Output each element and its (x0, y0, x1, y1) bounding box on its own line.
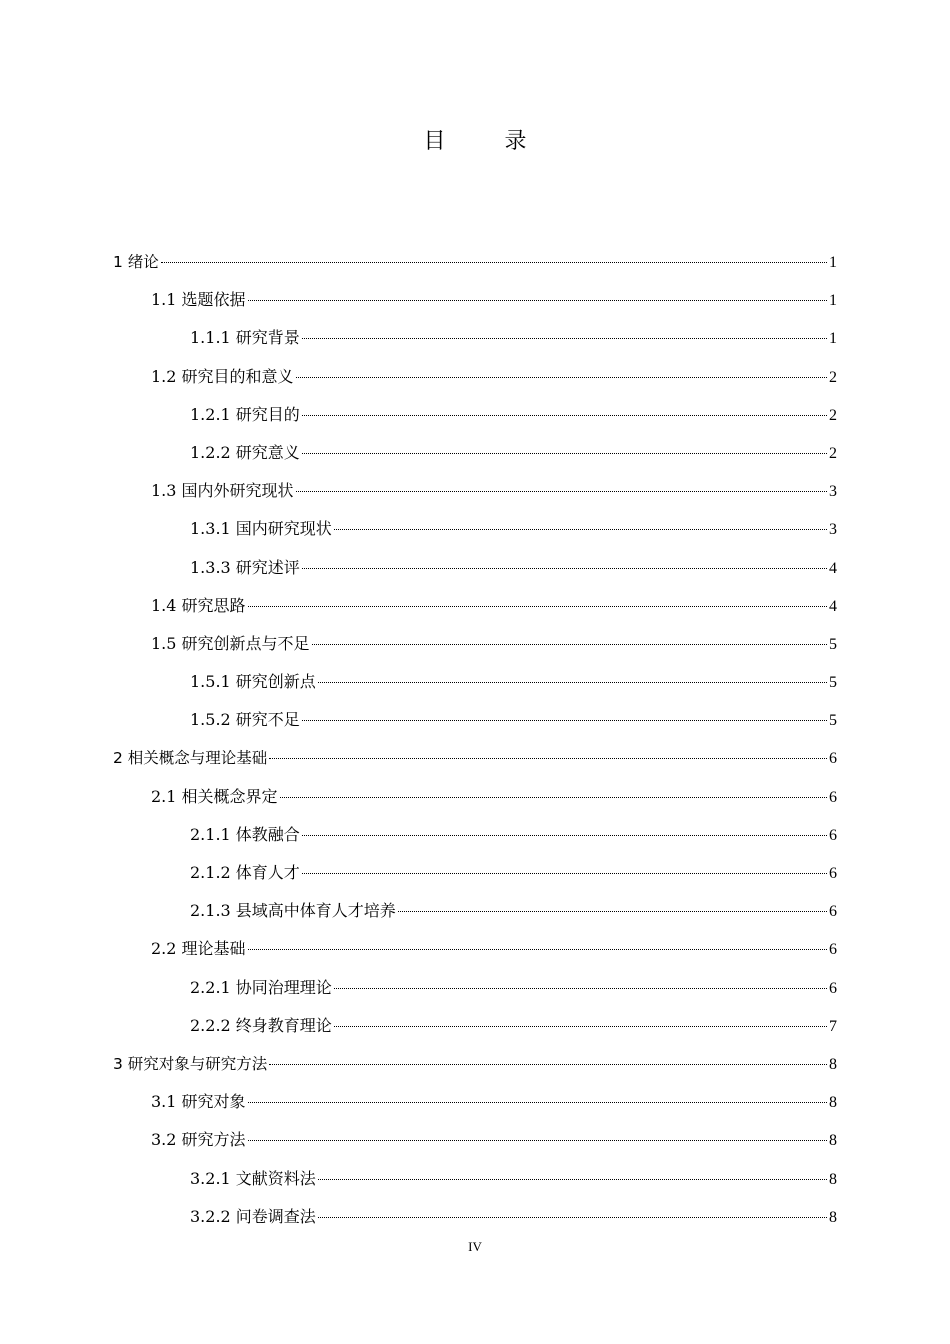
dot-leader (318, 1216, 827, 1218)
toc-entry[interactable] (113, 434, 837, 472)
dot-leader (296, 376, 827, 378)
toc-entry[interactable] (113, 549, 837, 587)
toc-entry-label: 1.5.1 研究创新点 (190, 672, 316, 692)
dot-leader (302, 719, 827, 721)
toc-entry-page-number: 8 (829, 1132, 837, 1150)
dot-leader (318, 1178, 827, 1180)
toc-entry-label: 2.2.1 协同治理理论 (190, 977, 332, 997)
toc-entry-label: 2 相关概念与理论基础 (113, 749, 268, 768)
toc-entry[interactable] (113, 930, 837, 968)
toc-entry[interactable] (113, 739, 837, 777)
dot-leader (302, 567, 827, 569)
toc-entry-page-number: 6 (829, 788, 837, 806)
toc-entry[interactable] (113, 1121, 837, 1159)
dot-leader (248, 1139, 827, 1141)
toc-entry-label: 1.5.2 研究不足 (190, 710, 300, 730)
toc-entry[interactable] (113, 1007, 837, 1045)
toc-entry-label: 2.1.1 体教融合 (190, 824, 300, 844)
toc-entry-page-number: 8 (829, 1094, 837, 1112)
toc-entry-label: 2.2.2 终身教育理论 (190, 1015, 332, 1035)
toc-entry-page-number: 2 (829, 444, 837, 462)
dot-leader (248, 299, 827, 301)
toc-entry-page-number: 1 (829, 254, 837, 271)
toc-entry[interactable] (113, 854, 837, 892)
dot-leader (269, 1063, 827, 1065)
toc-entry[interactable] (113, 396, 837, 434)
toc-entry-page-number: 6 (829, 750, 837, 768)
toc-entry[interactable] (113, 319, 837, 357)
toc-entry[interactable] (113, 969, 837, 1007)
toc-entry-label: 3 研究对象与研究方法 (113, 1054, 268, 1073)
dot-leader (269, 757, 827, 759)
toc-entry-label: 1.1 选题依据 (151, 290, 246, 310)
toc-entry-page-number: 3 (829, 521, 837, 539)
toc-entry-label: 1.1.1 研究背景 (190, 328, 300, 348)
toc-entry-page-number: 3 (829, 483, 837, 501)
toc-entry[interactable] (113, 778, 837, 816)
toc-entry-page-number: 6 (829, 903, 837, 921)
toc-entry-label: 1.2.1 研究目的 (190, 404, 300, 424)
toc-entry-label: 3.2.1 文献资料法 (190, 1168, 316, 1188)
toc-entry-page-number: 8 (829, 1055, 837, 1073)
toc-entry-label: 1.3.3 研究述评 (190, 557, 300, 577)
dot-leader (302, 834, 827, 836)
toc-entry-page-number: 4 (829, 597, 837, 615)
toc-entry-label: 2.1 相关概念界定 (151, 786, 278, 806)
toc-entry-page-number: 6 (829, 979, 837, 997)
toc-entry[interactable] (113, 587, 837, 625)
dot-leader (280, 796, 827, 798)
toc-entry[interactable] (113, 243, 837, 281)
toc-entry-page-number: 6 (829, 865, 837, 882)
toc-entry-label: 1 绪论 (113, 253, 159, 271)
dot-leader (302, 452, 827, 454)
dot-leader (334, 1025, 827, 1027)
toc-entry[interactable] (113, 1083, 837, 1121)
dot-leader (318, 681, 827, 683)
toc-entry[interactable] (113, 625, 837, 663)
toc-entry-page-number: 1 (829, 330, 837, 348)
toc-entry[interactable] (113, 663, 837, 701)
toc-entry-page-number: 4 (829, 559, 837, 577)
dot-leader (302, 337, 827, 339)
dot-leader (161, 261, 827, 263)
dot-leader (248, 948, 827, 950)
toc-entry[interactable] (113, 1198, 837, 1236)
toc-entry[interactable] (113, 510, 837, 548)
toc-entry-label: 3.2.2 问卷调查法 (190, 1206, 316, 1226)
toc-entry-page-number: 6 (829, 941, 837, 959)
page-title: 目 录 (423, 129, 553, 154)
toc-entry-label: 1.2 研究目的和意义 (151, 366, 294, 386)
toc-entry-label: 1.5 研究创新点与不足 (151, 633, 310, 653)
dot-leader (334, 987, 827, 989)
toc-entry-page-number: 2 (829, 406, 837, 424)
toc-entry-label: 1.3 国内外研究现状 (151, 481, 294, 501)
toc-entry-label: 1.2.2 研究意义 (190, 442, 300, 462)
toc-entry-page-number: 7 (829, 1017, 837, 1035)
dot-leader (398, 910, 827, 912)
page-number-footer: IV (468, 1239, 482, 1254)
toc-entry-page-number: 6 (829, 826, 837, 844)
toc-entry-page-number: 5 (829, 712, 837, 730)
toc-entry[interactable] (113, 1160, 837, 1198)
toc-entry[interactable] (113, 701, 837, 739)
toc-entry[interactable] (113, 1045, 837, 1083)
toc-entry-label: 3.1 研究对象 (151, 1092, 246, 1112)
toc-entry[interactable] (113, 816, 837, 854)
toc-entry-page-number: 5 (829, 674, 837, 692)
toc-entry-label: 2.1.3 县域高中体育人才培养 (190, 901, 396, 921)
toc-entry-label: 3.2 研究方法 (151, 1130, 246, 1150)
toc-entry-page-number: 5 (829, 635, 837, 653)
toc-entry-page-number: 8 (829, 1170, 837, 1188)
dot-leader (334, 528, 827, 530)
dot-leader (302, 872, 827, 874)
toc-entry-label: 1.4 研究思路 (151, 595, 246, 615)
dot-leader (302, 414, 827, 416)
toc-entry-page-number: 8 (829, 1208, 837, 1226)
toc-entry-label: 2.2 理论基础 (151, 939, 246, 959)
table-of-contents (113, 243, 837, 1236)
toc-entry-label: 2.1.2 体育人才 (190, 863, 300, 882)
dot-leader (296, 490, 827, 492)
toc-entry[interactable] (113, 892, 837, 930)
toc-entry-page-number: 2 (829, 368, 837, 386)
toc-entry-page-number: 1 (829, 292, 837, 310)
toc-entry[interactable] (113, 281, 837, 319)
toc-entry[interactable] (113, 472, 837, 510)
toc-entry[interactable] (113, 358, 837, 396)
dot-leader (312, 643, 827, 645)
dot-leader (248, 1101, 827, 1103)
toc-entry-label: 1.3.1 国内研究现状 (190, 519, 332, 539)
dot-leader (248, 605, 827, 607)
